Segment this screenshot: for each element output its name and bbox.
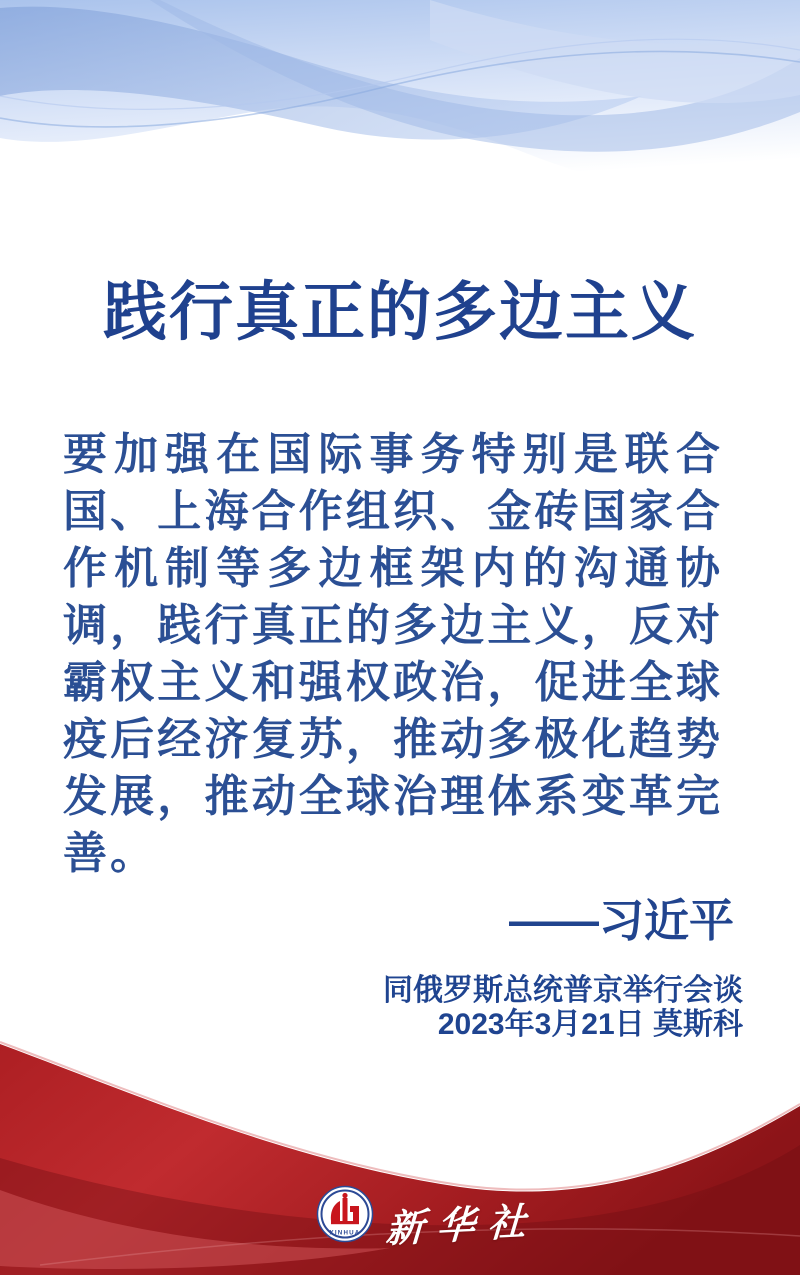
poster-title: 践行真正的多边主义 [103,275,697,348]
source-event-line: 同俄罗斯总统普京举行会谈 [383,974,743,1007]
speaker-attribution: ——习近平 [508,895,734,946]
quote-text: 要加强在国际事务特别是联合国、上海合作组织、金砖国家合作机制等多边框架内的沟通协调，践行真正的多边主义，反对霸权主义和强权政治，促进全球疫后经济复苏，推动多极化趋势发展，推动全球治理体系变革完善。 [63,430,723,878]
quote-source [383,974,743,1042]
agency-name: 新华社 [384,1197,540,1252]
source-date-place-line: 2023年3月21日 莫斯科 [437,1008,743,1041]
xinhua-logo-text: XINHUA [329,1229,361,1237]
xinhua-emblem-icon [316,1185,374,1243]
top-blue-wave-decoration [0,0,800,215]
